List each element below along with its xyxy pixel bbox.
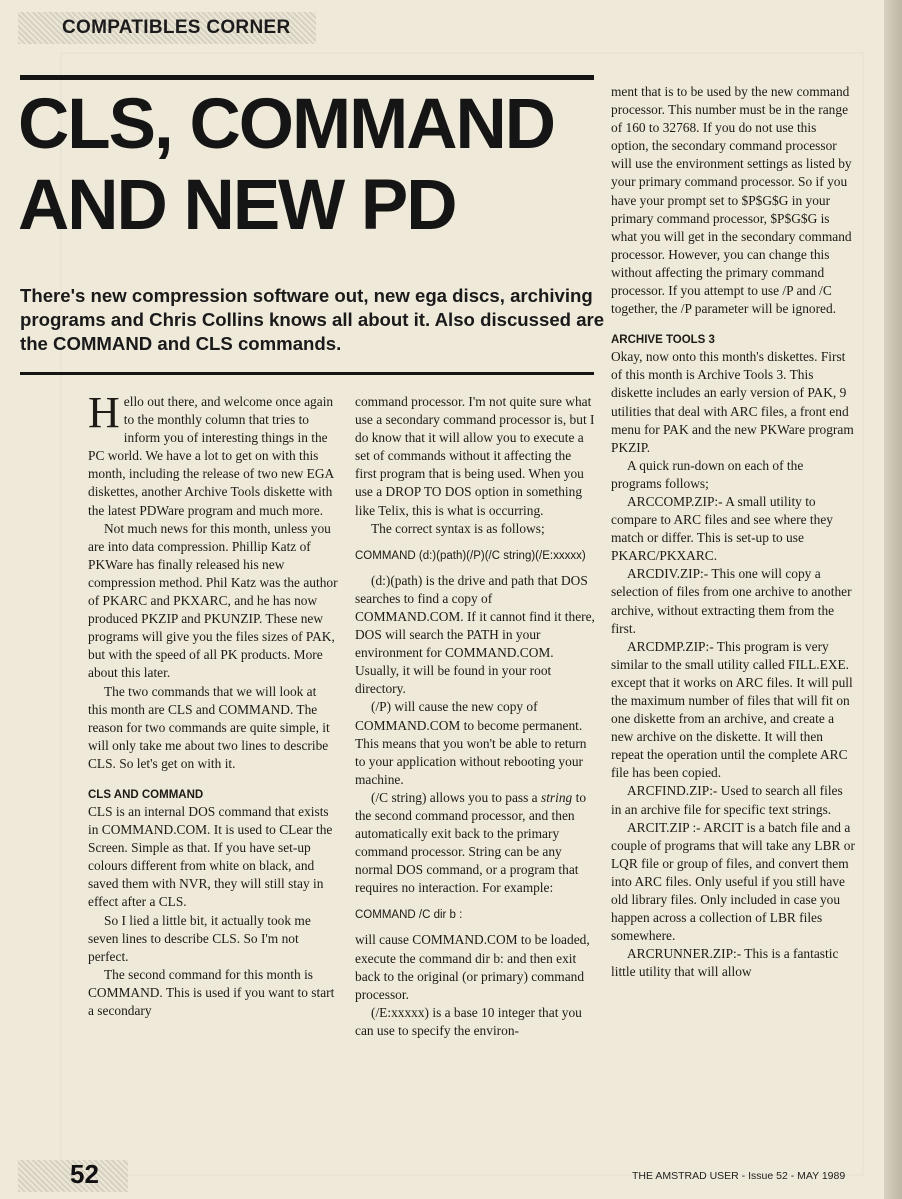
code-example: COMMAND /C dir b : [355, 909, 463, 922]
paragraph: ARCIT.ZIP :- ARCIT is a batch file and a couple of programs that will take any LBR or LQR file or group of files, and convert them into ARC files. Only useful if you still have old library files. Only included in case you happen across a collection of LBR files somewhere. [611, 819, 855, 944]
paragraph: The two commands that we will look at this month are CLS and COMMAND. The reason for two commands are quite simple, it will only take me about two lines to describe CLS. So let's get on with it. [88, 683, 330, 771]
standfirst-rule [20, 372, 594, 375]
paragraph: (/E:xxxxx) is a base 10 integer that you can use to specify the environ- [355, 1004, 582, 1038]
page-number: 52 [70, 1159, 99, 1189]
subheading: ARCHIVE TOOLS 3 [611, 334, 715, 347]
paragraph: CLS is an internal DOS command that exists in COMMAND.COM. It is used to CLear the Screen. Simple as that. If you have set-up colours different from white on black, and saved them with NVR, they will still stay in effect after a CLS. [88, 803, 333, 910]
publication-footer: THE AMSTRAD USER - Issue 52 - MAY 1989 [632, 1170, 846, 1182]
drop-cap: H [88, 388, 120, 437]
section-label: COMPATIBLES CORNER [62, 17, 291, 38]
text-run: (/C string) allows you to pass a [371, 789, 541, 805]
paragraph: ARCDMP.ZIP:- This program is very similar to the small utility called FILL.EXE. except that it works on ARC files. It will pull the maximum number of files that will fit on one diskette from an archive, and create a new archive on the diskette. It will then repeat the operation until the complete ARC file has been copied. [611, 638, 853, 781]
subheading: CLS AND COMMAND [88, 788, 204, 801]
paragraph: ARCFIND.ZIP:- Used to search all files in an archive file for specific text strings. [611, 783, 843, 817]
paragraph [88, 388, 338, 520]
paragraph: ARCDIV.ZIP:- This one will copy a selection of files from one archive to another archive, without extracting them from the first. [611, 566, 852, 636]
paragraph: Not much news for this month, unless you are into data compression. Phillip Katz of PKWare has finally released his new compression method. Phil Katz was the author of PKARC and PKXARC, and he has now produced PKZIP and PKUNZIP. These new programs will give you the files sizes of PAK, but with the speed of all PK products. More about this later. [88, 520, 338, 681]
paragraph: The second command for this month is COMMAND. This is used if you want to start a secondary [88, 966, 335, 1018]
paragraph: A quick run-down on each of the programs follows; [611, 457, 804, 491]
code-syntax: COMMAND (d:)(path)(/P)(/C string)(/E:xxxxx) [355, 549, 586, 562]
paragraph [355, 789, 595, 898]
paragraph: The correct syntax is as follows; [371, 520, 545, 536]
title-line-2: AND NEW PD [18, 166, 456, 245]
paragraph: (/P) will cause the new copy of COMMAND.COM to become permanent. This means that you won't be able to return to your application without rebooting your machine. [355, 699, 587, 787]
column-1 [88, 388, 338, 1020]
paragraph-text: ello out there, and welcome once again to the monthly column that tries to inform you of interesting things in the PC world. We have a lot to get on with this month, including the release of two new EGA diskettes, another Archive Tools diskette with the latest PDWare program and much more. [88, 394, 334, 518]
paragraph: (d:)(path) is the drive and path that DOS searches to find a copy of COMMAND.COM. If it cannot find it there, DOS will search the PATH in your environment for COMMAND.COM. Usually, it will be found in your root directory. [355, 572, 595, 697]
paragraph: Okay, now onto this month's diskettes. First of this month is Archive Tools 3. This diskette includes an early version of PAK, 9 utilities that deal with ARC files, a front end menu for PAK and the new PKWare program PKZIP. [611, 349, 854, 455]
paragraph: ARCRUNNER.ZIP:- This is a fantastic little utility that will allow [611, 946, 839, 980]
paragraph: will cause COMMAND.COM to be loaded, execute the command dir b: and then exit back to the original (or primary) command processor. [355, 932, 590, 1002]
paragraph: ment that is to be used by the new command processor. This number must be in the range of 160 to 32768. If you do not use this option, the secondary command processor will use the environment settings as listed by your primary command processor. So if you have your prompt set to $P$G$G in your primary command processor, $P$G$G is what you will get in the secondary command processor. However, you can change this without affecting the primary command processor. If you attempt to use /P and /C together, the /P parameter will be ignored. [611, 84, 852, 317]
title-line-1: CLS, COMMAND [18, 85, 555, 164]
standfirst: There's new compression software out, new ega discs, archiving programs and Chris Collins knows all about it. Also discussed are the COMMAND and CLS commands. [20, 285, 605, 354]
headline-rule-top [20, 75, 594, 80]
column-3 [611, 83, 856, 982]
article-title [18, 84, 608, 246]
text-run: to the second command processor, and then automatically exit back to the primary command processor. String can be any normal DOS command, or a program that requires no interaction. For example: [355, 789, 587, 896]
paragraph: So I lied a little bit, it actually took me seven lines to describe CLS. So I'm not perfect. [88, 912, 311, 964]
emphasis: string [540, 789, 573, 805]
page-edge [884, 0, 902, 1199]
column-2 [355, 393, 595, 1040]
paragraph: command processor. I'm not quite sure what use a secondary command processor is, but I do know that it will allow you to execute a set of commands without it affecting the first program that is being used. When you use a DROP TO DOS option in something like Telix, this is what is occurring. [355, 394, 595, 518]
paragraph: ARCCOMP.ZIP:- A small utility to compare to ARC files and see where they match or differ. This is set-up to use PKARC/PKXARC. [611, 493, 833, 564]
